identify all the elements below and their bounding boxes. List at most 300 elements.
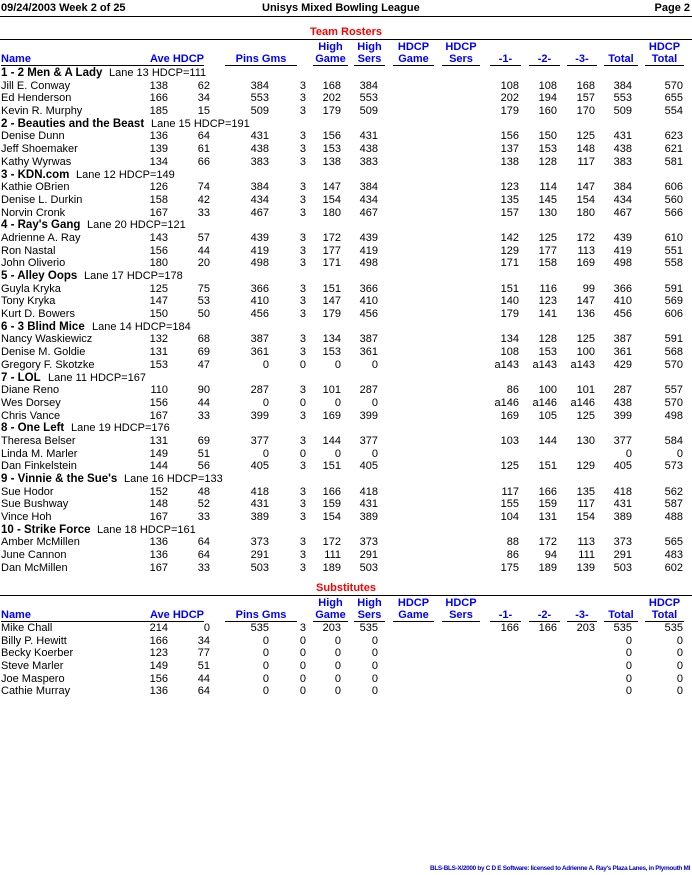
high-game: 202 — [322, 92, 341, 105]
games: 0 — [299, 672, 306, 685]
game-3: 172 — [576, 231, 595, 244]
player-row — [0, 308, 692, 321]
games: 3 — [299, 295, 306, 308]
games: 3 — [299, 130, 306, 143]
player-row — [0, 549, 692, 562]
player-row — [0, 295, 692, 308]
game-1: 103 — [500, 434, 519, 447]
pins: 291 — [250, 549, 269, 562]
handicap: 20 — [197, 257, 210, 270]
game-2: 128 — [538, 333, 557, 346]
average: 167 — [149, 511, 168, 524]
player-name: Cathie Murray — [1, 685, 71, 698]
col-header-high-game: High Game — [313, 41, 348, 66]
handicap: 48 — [197, 485, 210, 498]
game-3: 125 — [576, 409, 595, 422]
game-2: 131 — [538, 511, 557, 524]
hdcp-total: 610 — [664, 231, 683, 244]
average: 167 — [149, 561, 168, 574]
team-name: 9 - Vinnie & the Sue's — [1, 473, 118, 485]
player-row — [0, 80, 692, 93]
player-name: Denise Dunn — [1, 130, 65, 143]
total: 361 — [613, 346, 632, 359]
game-3: 101 — [576, 384, 595, 397]
game-3: 113 — [577, 244, 595, 257]
hdcp-total: 488 — [664, 511, 683, 524]
report-date-week: 09/24/2003 Week 2 of 25 — [1, 2, 126, 14]
team-name: 10 - Strike Force — [1, 523, 91, 536]
total: 366 — [613, 282, 632, 295]
high-series: 438 — [359, 143, 378, 156]
player-row — [0, 359, 692, 372]
game-1: 138 — [500, 155, 519, 168]
games: 0 — [299, 358, 306, 371]
high-game: 134 — [322, 333, 341, 346]
high-series: 383 — [359, 155, 378, 168]
high-game: 147 — [322, 181, 341, 194]
team-header — [0, 422, 692, 435]
hdcp-total: 483 — [664, 549, 683, 562]
team-name: 6 - 3 Blind Mice — [1, 320, 85, 333]
hdcp-total: 621 — [664, 143, 683, 156]
player-name: Joe Maspero — [1, 672, 65, 685]
high-game: 154 — [322, 511, 341, 524]
software-credit-footer: BLS-BLS-X/2000 by C D E Software: licensed to Adrienne A. Ray's Plaza Lanes, in Plymouth MI — [430, 865, 690, 872]
average: 148 — [149, 498, 168, 511]
high-game: 0 — [334, 685, 341, 698]
average: 126 — [149, 181, 168, 194]
game-2: 123 — [538, 295, 557, 308]
high-series: 535 — [359, 622, 378, 634]
col-header-total: Total — [604, 53, 638, 66]
hdcp-total: 570 — [664, 79, 683, 92]
game-1: 108 — [500, 346, 519, 359]
hdcp-total: 0 — [676, 685, 683, 698]
game-2: 153 — [538, 346, 557, 359]
col-header-game-2: -2- — [529, 609, 560, 622]
game-2: 94 — [544, 549, 557, 562]
high-series: 0 — [371, 685, 378, 698]
handicap: 64 — [197, 536, 210, 549]
hdcp-total: 566 — [664, 206, 683, 219]
high-series: 361 — [359, 346, 378, 359]
game-2: 166 — [538, 485, 557, 498]
player-row — [0, 622, 692, 635]
high-series: 467 — [359, 206, 378, 219]
hdcp-total: 568 — [664, 346, 683, 359]
player-name: Guyla Kryka — [1, 282, 61, 295]
player-name: Theresa Belser — [1, 434, 76, 447]
high-game: 172 — [322, 536, 341, 549]
col-header-game-3: -3- — [567, 609, 597, 622]
substitutes-title: Substitutes — [0, 582, 692, 596]
game-1: 175 — [500, 561, 519, 574]
pins: 418 — [250, 485, 269, 498]
player-row — [0, 536, 692, 549]
pins: 438 — [250, 143, 269, 156]
games: 3 — [299, 193, 306, 206]
handicap: 62 — [197, 79, 210, 92]
high-game: 189 — [322, 561, 341, 574]
game-3: 125 — [576, 333, 595, 346]
average: 136 — [149, 685, 168, 698]
hdcp-total: 535 — [664, 622, 683, 634]
team-lane-hdcp: Lane 16 HDCP=133 — [124, 473, 223, 485]
high-game: 203 — [322, 622, 341, 634]
games: 0 — [299, 685, 306, 698]
high-game: 151 — [322, 460, 341, 473]
game-1: a143 — [494, 358, 519, 371]
player-row — [0, 130, 692, 143]
col-header-total: Total — [604, 609, 638, 622]
player-name: Denise L. Durkin — [1, 193, 83, 206]
total: 384 — [613, 79, 632, 92]
high-game: 111 — [324, 549, 341, 562]
game-1: 179 — [500, 105, 519, 118]
game-2: 130 — [538, 206, 557, 219]
handicap: 61 — [197, 143, 210, 156]
average: 125 — [149, 282, 168, 295]
high-game: 0 — [334, 647, 341, 660]
pins: 405 — [250, 460, 269, 473]
game-2: a143 — [532, 358, 557, 371]
games: 3 — [299, 511, 306, 524]
game-2: 108 — [538, 79, 557, 92]
player-row — [0, 181, 692, 194]
report-title: Unisys Mixed Bowling League — [262, 2, 420, 14]
total: 410 — [613, 295, 632, 308]
col-header-ave-hdcp: Ave HDCP — [1, 53, 204, 66]
pins: 383 — [250, 155, 269, 168]
handicap: 42 — [197, 193, 210, 206]
game-3: 147 — [576, 295, 595, 308]
team-header — [0, 473, 692, 486]
col-header-hdcp-game: HDCP Game — [393, 41, 434, 66]
game-1: 104 — [500, 511, 519, 524]
player-row — [0, 660, 692, 673]
games: 3 — [299, 79, 306, 92]
average: 149 — [149, 447, 168, 460]
handicap: 52 — [197, 498, 210, 511]
total: 438 — [613, 396, 632, 409]
player-row — [0, 435, 692, 448]
team-header — [0, 67, 692, 80]
player-name: John Oliverio — [1, 257, 66, 270]
game-1: 123 — [500, 181, 519, 194]
team-header — [0, 270, 692, 283]
game-2: 189 — [538, 561, 557, 574]
high-game: 171 — [322, 257, 341, 270]
player-row — [0, 346, 692, 359]
pins: 0 — [262, 672, 269, 685]
high-series: 419 — [359, 244, 378, 257]
team-header — [0, 118, 692, 131]
high-series: 377 — [359, 434, 378, 447]
average: 144 — [149, 460, 168, 473]
game-1: 156 — [500, 130, 519, 143]
player-row — [0, 92, 692, 105]
player-name: Jeff Shoemaker — [1, 143, 78, 156]
game-1: 169 — [500, 409, 519, 422]
game-2: 151 — [538, 460, 557, 473]
high-series: 0 — [371, 358, 378, 371]
high-game: 0 — [334, 634, 341, 647]
average: 136 — [149, 549, 168, 562]
game-2: 125 — [538, 231, 557, 244]
hdcp-total: 0 — [676, 672, 683, 685]
player-row — [0, 647, 692, 660]
col-header-pins-gms: Pins Gms — [225, 53, 297, 66]
player-name: June Cannon — [1, 549, 67, 562]
total: 535 — [613, 622, 632, 634]
high-series: 0 — [371, 634, 378, 647]
col-header-hdcp-total: HDCP Total — [645, 41, 684, 66]
player-name: Kathy Wyrwas — [1, 155, 72, 168]
handicap: 33 — [197, 206, 210, 219]
hdcp-total: 606 — [664, 308, 683, 321]
team-name: 3 - KDN.com — [1, 168, 70, 181]
pins: 361 — [250, 346, 269, 359]
total: 503 — [613, 561, 632, 574]
hdcp-total: 557 — [664, 384, 683, 397]
game-1: 134 — [500, 333, 519, 346]
pins: 0 — [262, 660, 269, 673]
pins: 553 — [250, 92, 269, 105]
total: 383 — [613, 155, 632, 168]
total: 287 — [613, 384, 632, 397]
high-game: 154 — [322, 193, 341, 206]
team-header — [0, 321, 692, 334]
handicap: 64 — [197, 130, 210, 143]
games: 0 — [299, 634, 306, 647]
handicap: 75 — [197, 282, 210, 295]
handicap: 69 — [197, 346, 210, 359]
game-2: 105 — [538, 409, 557, 422]
high-game: 0 — [334, 672, 341, 685]
player-row — [0, 283, 692, 296]
hdcp-total: 562 — [664, 485, 683, 498]
game-3: 125 — [576, 130, 595, 143]
pins: 509 — [250, 105, 269, 118]
pins: 498 — [250, 257, 269, 270]
player-name: Billy P. Hewitt — [1, 634, 67, 647]
total: 0 — [625, 647, 632, 660]
hdcp-total: 0 — [676, 634, 683, 647]
game-2: 145 — [538, 193, 557, 206]
team-lane-hdcp: Lane 17 HDCP=178 — [84, 270, 183, 282]
game-2: 166 — [538, 622, 557, 634]
handicap: 51 — [197, 660, 210, 673]
game-1: 125 — [500, 460, 519, 473]
total: 0 — [625, 672, 632, 685]
player-name: Becky Koerber — [1, 647, 74, 660]
hdcp-total: 560 — [664, 193, 683, 206]
team-name: 2 - Beauties and the Beast — [1, 117, 145, 130]
player-name: Linda M. Marler — [1, 447, 78, 460]
high-series: 431 — [359, 498, 378, 511]
team-lane-hdcp: Lane 13 HDCP=111 — [109, 67, 207, 79]
handicap: 69 — [197, 434, 210, 447]
player-name: Denise M. Goldie — [1, 346, 86, 359]
player-name: Gregory F. Skotzke — [1, 358, 95, 371]
hdcp-total: 0 — [676, 660, 683, 673]
game-3: 99 — [582, 282, 595, 295]
total: 419 — [613, 244, 632, 257]
team-lane-hdcp: Lane 15 HDCP=191 — [151, 117, 250, 130]
average: 167 — [149, 409, 168, 422]
average: 214 — [149, 622, 168, 634]
substitutes-table — [0, 622, 692, 698]
games: 3 — [299, 105, 306, 118]
total: 373 — [613, 536, 632, 549]
high-game: 159 — [322, 498, 341, 511]
game-3: 154 — [576, 193, 595, 206]
pins: 389 — [250, 511, 269, 524]
player-row — [0, 635, 692, 648]
high-series: 291 — [359, 549, 378, 562]
col-header-hdcp-game: HDCP Game — [393, 597, 434, 622]
games: 3 — [299, 460, 306, 473]
col-header-game-1: -1- — [490, 609, 521, 622]
games: 3 — [299, 549, 306, 562]
high-series: 373 — [359, 536, 378, 549]
high-game: 0 — [334, 396, 341, 409]
high-game: 156 — [322, 130, 341, 143]
high-series: 431 — [359, 130, 378, 143]
player-row — [0, 156, 692, 169]
col-header-game-1: -1- — [490, 53, 521, 66]
total: 387 — [613, 333, 632, 346]
game-2: 100 — [538, 384, 557, 397]
game-2: 160 — [538, 105, 557, 118]
pins: 387 — [250, 333, 269, 346]
games: 0 — [299, 396, 306, 409]
pins: 0 — [262, 358, 269, 371]
pins: 377 — [250, 434, 269, 447]
handicap: 0 — [203, 622, 210, 634]
high-game: 168 — [322, 79, 341, 92]
col-header-hdcp-sers: HDCP Sers — [442, 41, 480, 66]
col-header-ave-hdcp: Ave HDCP — [1, 609, 204, 622]
total: 0 — [625, 634, 632, 647]
total: 431 — [613, 498, 632, 511]
games: 3 — [299, 143, 306, 156]
game-1: 88 — [506, 536, 519, 549]
game-1: 86 — [506, 549, 519, 562]
player-row — [0, 384, 692, 397]
total: 0 — [625, 660, 632, 673]
pins: 287 — [250, 384, 269, 397]
pins: 439 — [250, 231, 269, 244]
hdcp-total: 554 — [664, 105, 683, 118]
game-1: 142 — [500, 231, 519, 244]
total: 0 — [625, 447, 632, 460]
hdcp-total: 623 — [664, 130, 683, 143]
pins: 434 — [250, 193, 269, 206]
handicap: 66 — [197, 155, 210, 168]
game-1: 108 — [500, 79, 519, 92]
total: 434 — [613, 193, 632, 206]
average: 123 — [149, 647, 168, 660]
total: 384 — [613, 181, 632, 194]
game-1: 86 — [506, 384, 519, 397]
pins: 410 — [250, 295, 269, 308]
game-1: 179 — [500, 308, 519, 321]
hdcp-total: 573 — [664, 460, 683, 473]
player-name: Vince Hoh — [1, 511, 52, 524]
high-series: 553 — [359, 92, 378, 105]
games: 3 — [299, 536, 306, 549]
high-game: 153 — [322, 143, 341, 156]
average: 180 — [149, 257, 168, 270]
team-header — [0, 169, 692, 182]
pins: 0 — [262, 447, 269, 460]
handicap: 34 — [197, 634, 210, 647]
handicap: 64 — [197, 685, 210, 698]
high-game: 179 — [322, 105, 341, 118]
game-1: 117 — [501, 485, 519, 498]
games: 3 — [299, 257, 306, 270]
average: 156 — [149, 396, 168, 409]
game-3: 129 — [576, 460, 595, 473]
high-series: 366 — [359, 282, 378, 295]
player-name: Ron Nastal — [1, 244, 56, 257]
games: 3 — [299, 434, 306, 447]
average: 185 — [149, 105, 168, 118]
high-series: 287 — [359, 384, 378, 397]
pins: 399 — [250, 409, 269, 422]
handicap: 51 — [197, 447, 210, 460]
handicap: 44 — [197, 672, 210, 685]
total: 438 — [613, 143, 632, 156]
games: 3 — [299, 244, 306, 257]
pins: 366 — [250, 282, 269, 295]
games: 3 — [299, 155, 306, 168]
total: 456 — [613, 308, 632, 321]
total: 467 — [613, 206, 632, 219]
handicap: 33 — [197, 409, 210, 422]
player-row — [0, 207, 692, 220]
average: 139 — [149, 143, 168, 156]
game-3: 130 — [576, 434, 595, 447]
hdcp-total: 584 — [664, 434, 683, 447]
team-lane-hdcp: Lane 18 HDCP=161 — [97, 523, 196, 536]
high-game: 172 — [322, 231, 341, 244]
high-series: 389 — [359, 511, 378, 524]
player-name: Sue Bushway — [1, 498, 69, 511]
average: 131 — [149, 346, 168, 359]
total: 377 — [613, 434, 632, 447]
high-series: 434 — [359, 193, 378, 206]
game-2: 159 — [538, 498, 557, 511]
high-series: 405 — [359, 460, 378, 473]
game-3: 135 — [576, 485, 595, 498]
high-series: 384 — [359, 181, 378, 194]
high-series: 387 — [359, 333, 378, 346]
pins: 431 — [250, 130, 269, 143]
game-2: 150 — [538, 130, 557, 143]
high-game: 153 — [322, 346, 341, 359]
hdcp-total: 565 — [664, 536, 683, 549]
total: 509 — [613, 105, 632, 118]
player-name: Norvin Cronk — [1, 206, 66, 219]
average: 134 — [149, 155, 168, 168]
team-lane-hdcp: Lane 19 HDCP=176 — [71, 422, 170, 435]
games: 3 — [299, 282, 306, 295]
player-name: Ed Henderson — [1, 92, 72, 105]
handicap: 77 — [197, 647, 210, 660]
player-row — [0, 685, 692, 698]
